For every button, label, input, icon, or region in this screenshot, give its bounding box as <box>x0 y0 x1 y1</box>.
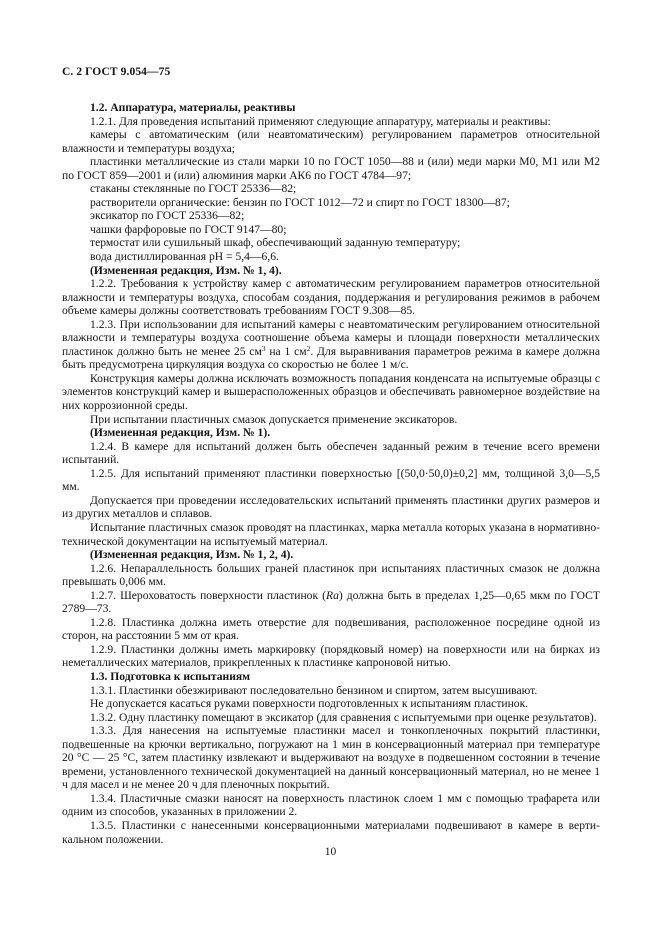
p23-text-b: ) должна быть в пределах 1,25—0,65 мкм по ГОСТ 2789—73. <box>62 588 600 616</box>
paragraph-1-2-5: 1.2.5. Для испытаний применяют пластинки поверхностью [(50,0·50,0)±0,2] мм, толщиной 3,0—5,5 мм. <box>62 466 600 494</box>
paragraph-no-touch: Не допускается касаться руками поверхности подготовленных к испытаниям пластинок. <box>90 697 529 711</box>
paragraph-1-2-9: 1.2.9. Пластинки должны иметь маркировку (порядковый номер) на поверхности или на бирках из неметаллических материалов, прикрепленных к пластинке капроновой нитью. <box>62 642 600 670</box>
paragraph-1-2-8: 1.2.8. Пластинка должна иметь отверстие для подвешивания, расположенное посредине одной из сторон, на расстоянии 5 мм от края. <box>62 615 600 643</box>
ra-symbol: Ra <box>325 588 339 602</box>
main-text <box>62 101 600 846</box>
p13-text-a: 1.2.3. При использовании для испытаний камеры с неавтоматическим регулированием относительной влажности и температуры воздуха соотношение объема камеры и площади поверхности металлических пластинок должно быть не менее 25 см <box>62 317 600 358</box>
list-item-water: вода дистиллированная pH = 5,4—6,6. <box>90 250 279 264</box>
section-heading-1-2: 1.2. Аппаратура, материалы, реактивы <box>90 101 296 114</box>
p13-text-b: на 1 см <box>265 344 307 358</box>
paragraph-1-2-1: 1.2.1. Для проведения испытаний применяют следующие аппаратуру, материалы и реактивы: <box>90 114 551 128</box>
list-item-thermostat: термостат или сушильный шкаф, обеспечивающий заданную температуру; <box>90 236 461 250</box>
running-header: С. 2 ГОСТ 9.054—75 <box>62 66 171 78</box>
list-item-dishes: чашки фарфоровые по ГОСТ 9147—80; <box>90 222 287 236</box>
paragraph-other-sizes: Допускается при проведении исследовательских испытаний применять пластинки других размеров и из других металлов и сплавов. <box>62 493 600 521</box>
paragraph-1-2-7 <box>62 589 600 616</box>
paragraph-desiccators: При испытании пластичных смазок допускается применение эксикаторов. <box>90 412 458 426</box>
paragraph-1-3-5: 1.3.5. Пластинки с нанесенными консервационными материалами подвешивают в камере в вертикальном положении. <box>62 818 600 846</box>
paragraph-1-3-1: 1.3.1. Пластинки обезжиривают последовательно бензином и спиртом, затем высушивают. <box>90 683 538 697</box>
amendment-note-1: (Измененная редакция, Изм. № 1, 4). <box>90 263 282 277</box>
superscript-2: 2 <box>306 343 311 353</box>
amendment-note-2: (Измененная редакция, Изм. № 1). <box>90 426 271 440</box>
paragraph-1-2-2: 1.2.2. Требования к устройству камер с автоматическим регулированием параметров относительной влажности и температуры воздуха, способам создания, поддержания и регулирования режимов в рабочем объеме камеры должны соответствовать требованиям ГОСТ 9.308—85. <box>62 277 600 318</box>
p13-text-c: . Для выравнивания параметров режима в камере должна быть предусмотрена циркуляция воздуха со скоростью не более 1 м/с. <box>62 344 600 372</box>
section-heading-1-3: 1.3. Подготовка к испытаниям <box>90 669 251 683</box>
list-item-chambers: камеры с автоматическим (или неавтоматическим) регулированием параметров относительной влажности и температуры воздуха; <box>62 128 600 155</box>
superscript-3: 3 <box>261 343 266 353</box>
list-item-plates: пластинки металлические из стали марки 10 по ГОСТ 1050—88 и (или) меди марки М0, М1 или М2 по ГОСТ 859—2001 и (или) алюминия марки АК6 по ГОСТ 4784—97; <box>62 155 600 182</box>
paragraph-1-2-6: 1.2.6. Непараллельность больших граней пластинок при испытаниях пластичных смазок не должна превышать 0,006 мм. <box>62 561 600 589</box>
list-item-glasses: стаканы стеклянные по ГОСТ 25336—82; <box>90 182 297 196</box>
paragraph-construction: Конструкция камеры должна исключать возможность попадания конденсата на испытуемые образцы с элементов конструкций камер и вышерасположенных образцов и обеспечивать равномерное воздействие на них коррозионной среды. <box>62 371 600 413</box>
paragraph-1-3-3: 1.3.3. Для нанесения на испытуемые пластинки масел и тонкопленочных покрытий пластинки, подвешенные на крючки вертикально, погружают на 1 мин в консервационный материал при температуре 20 °С — 25 °С, затем пластинку извлекают и выдерживают на воздухе в подвешенном состоянии в течение времени, установленного технической документацией на данный консервационный материал, но не менее 1 ч для масел и не менее 20 ч для пленочных покрытий. <box>62 724 600 792</box>
paragraph-grease-testing: Испытание пластичных смазок проводят на пластинках, марка металла которых указана в нормативно-технической документации на испытуемый материал. <box>62 520 600 548</box>
list-item-solvents: растворители органические: бензин по ГОСТ 1012—72 и спирт по ГОСТ 18300—87; <box>90 195 510 209</box>
page-number: 10 <box>324 846 337 858</box>
paragraph-1-2-3 <box>62 318 600 372</box>
paragraph-1-3-4: 1.3.4. Пластичные смазки наносят на поверхность пластинок слоем 1 мм с помощью трафарета или одним из способов, указанных в приложении 2. <box>62 791 600 819</box>
amendment-note-3: (Измененная редакция, Изм. № 1, 2, 4). <box>90 548 294 562</box>
paragraph-1-3-2: 1.3.2. Одну пластинку помещают в эксикатор (для сравнения с испытуемыми при оценке результатов). <box>90 710 597 724</box>
paragraph-1-2-4: 1.2.4. В камере для испытаний должен быть обеспечен заданный режим в течение всего времени испытаний. <box>62 439 600 467</box>
p23-text-a: 1.2.7. Шероховатость поверхности пластинок ( <box>90 588 326 602</box>
list-item-desiccator: эксикатор по ГОСТ 25336—82; <box>90 209 245 223</box>
